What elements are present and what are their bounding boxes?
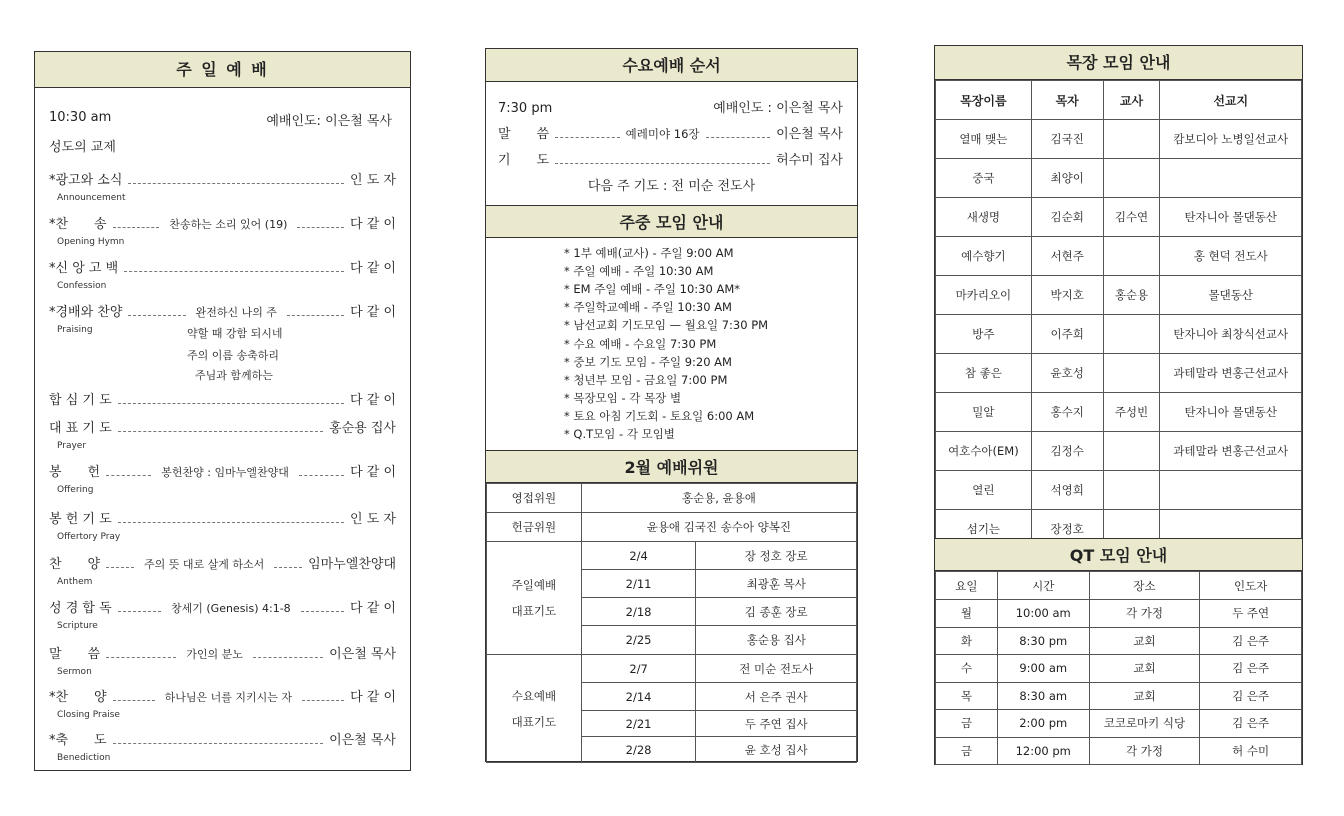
date-cell: 2/11	[581, 570, 696, 598]
next-prayer: 다음 주 기도 : 전 미순 전도사	[587, 179, 756, 194]
service-item-leader: 임마누엘찬양대	[308, 557, 396, 572]
praise-song-1: 약할 때 강함 되시네	[187, 327, 283, 340]
wednesday-sermon-text: 예레미야 16장	[625, 127, 700, 141]
table-row	[936, 354, 1302, 393]
table-row	[487, 513, 857, 542]
table-row	[487, 655, 857, 683]
table-cell: 교회	[1089, 627, 1200, 655]
column-header: 선교지	[1160, 81, 1302, 120]
service-item-english: Sermon	[57, 667, 92, 677]
service-item-label: 말 씀	[49, 647, 101, 662]
table-cell: 장정호	[1031, 510, 1103, 549]
dash-leader	[118, 403, 344, 404]
service-item-leader: 다 같 이	[350, 690, 397, 705]
dash-leader	[113, 227, 160, 228]
dash-leader	[706, 137, 771, 138]
wednesday-title: 수요예배 순서	[486, 49, 857, 82]
table-row	[936, 737, 1302, 765]
service-item-english: Confession	[57, 281, 107, 291]
name-cell: 서 은주 권사	[696, 683, 857, 711]
dash-leader	[253, 657, 323, 658]
service-item	[49, 553, 396, 572]
table-cell: 예수향기	[936, 237, 1032, 276]
table-row	[936, 627, 1302, 655]
table-cell: 월	[936, 600, 998, 628]
date-cell: 2/4	[581, 542, 696, 570]
table-cell: 12:00 pm	[997, 737, 1089, 765]
name-cell: 윤 호성 집사	[696, 737, 857, 763]
table-row	[936, 682, 1302, 710]
table-cell: 몰댄동산	[1160, 276, 1302, 315]
feb-table	[486, 483, 857, 763]
table-cell: 홍 현덕 전도사	[1160, 237, 1302, 276]
table-cell: 열매 맺는	[936, 120, 1032, 159]
table-cell: 김수연	[1103, 198, 1160, 237]
table-cell	[1160, 471, 1302, 510]
dash-leader	[124, 271, 344, 272]
table-cell: 교회	[1089, 682, 1200, 710]
dash-leader	[297, 227, 344, 228]
wed-prayer-label-1: 수요예배	[511, 688, 557, 703]
table-cell: 김 은주	[1200, 682, 1302, 710]
weekly-item: * 목장모임 - 각 목장 별	[564, 390, 682, 405]
praise-song-3: 주님과 함께하는	[195, 369, 273, 382]
table-cell	[1103, 159, 1160, 198]
table-cell: 8:30 pm	[997, 627, 1089, 655]
table-row	[936, 600, 1302, 628]
service-item-leader: 인 도 자	[350, 512, 396, 527]
table-cell: 금	[936, 737, 998, 765]
wednesday-sermon-label: 말 씀	[498, 127, 550, 142]
table-cell: 최양이	[1031, 159, 1103, 198]
offering-value: 윤용애 김국진 송수아 양복진	[581, 513, 856, 542]
greeter-value: 홍순용, 윤용애	[581, 484, 856, 513]
service-item-detail: 하나님은 너를 지키시는 자	[164, 691, 293, 704]
service-item-leader: 인 도 자	[350, 173, 396, 188]
service-item-label: 봉 헌 기 도	[49, 512, 112, 527]
service-item-label: 대 표 기 도	[49, 421, 112, 436]
service-item	[49, 686, 396, 705]
table-cell: 목	[936, 682, 998, 710]
table-header-row	[936, 572, 1302, 600]
table-cell	[1103, 432, 1160, 471]
column-header: 교사	[1103, 81, 1160, 120]
service-item	[49, 213, 396, 232]
table-row	[936, 237, 1302, 276]
table-cell	[1103, 471, 1160, 510]
service-item-english: Praising	[57, 325, 93, 335]
table-row	[936, 710, 1302, 738]
dash-leader	[555, 137, 620, 138]
weekly-item: * 토요 아침 기도회 - 토요일 6:00 AM	[564, 408, 755, 423]
weekly-item: * 수요 예배 - 수요일 7:30 PM	[564, 336, 717, 351]
service-item-detail: 찬송하는 소리 있어 (19)	[169, 218, 288, 231]
table-cell: 8:30 am	[997, 682, 1089, 710]
service-item-english: Prayer	[57, 441, 87, 451]
table-cell	[1103, 120, 1160, 159]
table-cell: 과테말라 변홍근선교사	[1160, 354, 1302, 393]
mokjang-panel	[934, 45, 1303, 765]
service-item-label: *찬 송	[49, 217, 107, 232]
table-cell: 박지호	[1031, 276, 1103, 315]
table-cell: 여호수아(EM)	[936, 432, 1032, 471]
service-item	[49, 461, 396, 480]
table-cell: 섬기는	[936, 510, 1032, 549]
table-cell	[1160, 159, 1302, 198]
table-cell: 김정수	[1031, 432, 1103, 471]
dash-leader	[118, 522, 344, 523]
weekly-item: * 주일학교예배 - 주일 10:30 AM	[564, 300, 732, 315]
table-row	[936, 198, 1302, 237]
praise-song-2: 주의 이름 송축하리	[187, 349, 280, 362]
service-item	[49, 729, 396, 748]
qt-table	[935, 571, 1302, 765]
date-cell: 2/28	[581, 737, 696, 763]
table-cell: 김 은주	[1200, 655, 1302, 683]
sunday-leader: 예배인도: 이은철 목사	[266, 114, 392, 129]
dash-leader	[106, 657, 176, 658]
weekly-title: 주중 모임 안내	[486, 205, 857, 238]
table-cell: 코코로마키 식당	[1089, 710, 1200, 738]
table-row	[936, 315, 1302, 354]
service-item-english: Scripture	[57, 621, 98, 631]
dash-leader	[301, 611, 344, 612]
service-item	[49, 389, 396, 408]
table-cell: 각 가정	[1089, 600, 1200, 628]
table-cell: 탄자니아 몰댄동산	[1160, 393, 1302, 432]
table-cell	[1103, 354, 1160, 393]
service-item-leader: 다 같 이	[350, 217, 396, 232]
weekly-item: * EM 주일 예배 - 주일 10:30 AM*	[564, 282, 741, 297]
service-item-leader: 다 같 이	[350, 601, 396, 616]
service-item-leader: 이은철 목사	[329, 647, 397, 662]
table-cell: 탄자니아 최창식선교사	[1160, 315, 1302, 354]
column-header: 목장이름	[936, 81, 1032, 120]
weekly-item: * 청년부 모임 - 금요일 7:00 PM	[564, 372, 728, 387]
table-row	[487, 542, 857, 570]
sunday-prayer-label	[487, 542, 582, 655]
service-item	[49, 169, 396, 188]
service-item	[49, 417, 396, 436]
mokjang-title: 목장 모임 안내	[935, 46, 1302, 80]
table-cell: 김국진	[1031, 120, 1103, 159]
dash-leader	[128, 315, 185, 316]
table-cell: 중국	[936, 159, 1032, 198]
table-cell: 금	[936, 710, 998, 738]
table-cell: 10:00 am	[997, 600, 1089, 628]
dash-leader	[302, 700, 344, 701]
date-cell: 2/14	[581, 683, 696, 711]
table-cell: 과테말라 변홍근선교사	[1160, 432, 1302, 471]
service-item-leader: 다 같 이	[350, 261, 396, 276]
dash-leader	[113, 743, 323, 744]
table-row	[936, 159, 1302, 198]
service-item-leader: 이은철 목사	[329, 733, 396, 748]
table-cell: 김 은주	[1200, 627, 1302, 655]
service-item-label: *축 도	[49, 733, 107, 748]
service-item-detail: 창세기 (Genesis) 4:1-8	[171, 602, 291, 615]
table-row	[487, 484, 857, 513]
dash-leader	[118, 431, 323, 432]
table-row	[936, 393, 1302, 432]
service-item-english: Offering	[57, 485, 94, 495]
service-item-leader: 다 같 이	[350, 465, 397, 480]
service-item-english: Anthem	[57, 577, 93, 587]
dash-leader	[555, 163, 770, 164]
service-item-leader: 홍순용 집사	[329, 421, 396, 436]
table-cell: 윤호성	[1031, 354, 1103, 393]
weekly-item: * 1부 예배(교사) - 주일 9:00 AM	[564, 246, 734, 260]
sunday-worship-panel	[34, 51, 411, 771]
service-item-english: Announcement	[57, 193, 126, 203]
service-item-label: 성 경 합 독	[49, 601, 112, 616]
name-cell: 전 미순 전도사	[696, 655, 857, 683]
sunday-prayer-label-2: 대표기도	[511, 604, 557, 618]
table-cell: 이주희	[1031, 315, 1103, 354]
column-header: 장소	[1089, 572, 1200, 600]
wednesday-prayer-row	[498, 149, 843, 168]
table-cell: 홍순용	[1103, 276, 1160, 315]
table-cell: 캄보디아 노병일선교사	[1160, 120, 1302, 159]
service-item-label: 찬 양	[49, 557, 101, 572]
dash-leader	[113, 700, 155, 701]
sunday-title: 주 일 예 배	[35, 52, 410, 88]
service-item	[49, 257, 396, 276]
wednesday-prayer-who: 허수미 집사	[776, 153, 843, 168]
table-row	[936, 655, 1302, 683]
service-item-detail: 가인의 분노	[186, 648, 243, 661]
table-cell: 9:00 am	[997, 655, 1089, 683]
table-row	[936, 432, 1302, 471]
service-item-detail: 봉헌찬양 : 임마누엘찬양대	[161, 466, 289, 479]
name-cell: 장 정호 장로	[696, 542, 857, 570]
service-item-leader: 다 같 이	[350, 305, 397, 320]
table-cell: 수	[936, 655, 998, 683]
service-item-label: *광고와 소식	[49, 173, 123, 188]
wednesday-time-row	[498, 97, 843, 116]
table-cell: 서현주	[1031, 237, 1103, 276]
dash-leader	[274, 567, 302, 568]
table-cell: 홍수지	[1031, 393, 1103, 432]
weekly-item: * 남선교회 기도모임 — 월요일 7:30 PM	[564, 318, 769, 333]
date-cell: 2/7	[581, 655, 696, 683]
feb-title: 2월 예배위원	[486, 450, 857, 483]
service-item-english: Offertory Pray	[57, 532, 121, 542]
column-header: 요일	[936, 572, 998, 600]
name-cell: 최광훈 목사	[696, 570, 857, 598]
wednesday-sermon-who: 이은철 목사	[776, 127, 843, 142]
table-header-row	[936, 81, 1302, 120]
offering-label: 헌금위원	[487, 513, 582, 542]
service-item	[49, 508, 396, 527]
service-item-english: Closing Praise	[57, 710, 120, 720]
table-cell: 주성빈	[1103, 393, 1160, 432]
dash-leader	[128, 183, 344, 184]
table-cell: 석영희	[1031, 471, 1103, 510]
date-cell: 2/25	[581, 626, 696, 655]
column-header: 목자	[1031, 81, 1103, 120]
service-item-leader: 다 같 이	[350, 393, 396, 408]
service-item	[49, 301, 396, 320]
table-cell: 탄자니아 몰댄동산	[1160, 198, 1302, 237]
table-cell: 새생명	[936, 198, 1032, 237]
weekly-item: * 중보 기도 모임 - 주일 9:20 AM	[564, 354, 732, 369]
table-row	[936, 471, 1302, 510]
table-cell	[1103, 237, 1160, 276]
wednesday-prayer-label: 기 도	[498, 153, 550, 168]
name-cell: 홍순용 집사	[696, 626, 857, 655]
table-cell: 방주	[936, 315, 1032, 354]
service-item-label: 봉 헌	[49, 465, 101, 480]
table-cell: 교회	[1089, 655, 1200, 683]
date-cell: 2/21	[581, 711, 696, 737]
table-cell: 두 주연	[1200, 600, 1302, 628]
wednesday-time: 7:30 pm	[498, 101, 553, 116]
service-item	[49, 643, 396, 662]
wed-prayer-label	[487, 655, 582, 763]
mokjang-table	[935, 80, 1302, 549]
column-header: 인도자	[1200, 572, 1302, 600]
table-row	[936, 120, 1302, 159]
service-item-label: *경배와 찬양	[49, 305, 123, 320]
table-cell: 김 은주	[1200, 710, 1302, 738]
dash-leader	[299, 475, 344, 476]
weekly-item: * Q.T모임 - 각 모임별	[564, 427, 675, 441]
service-item-detail: 완전하신 나의 주	[195, 306, 277, 319]
wednesday-panel	[485, 48, 858, 762]
sunday-prayer-label-1: 주일예배	[511, 578, 557, 592]
table-cell: 각 가정	[1089, 737, 1200, 765]
service-item-label: *찬 양	[49, 690, 107, 705]
table-cell: 허 수미	[1200, 737, 1302, 765]
dash-leader	[106, 475, 151, 476]
table-cell: 김순회	[1031, 198, 1103, 237]
date-cell: 2/18	[581, 598, 696, 626]
fellowship-label: 성도의 교제	[49, 140, 116, 155]
table-cell: 화	[936, 627, 998, 655]
wed-prayer-label-2: 대표기도	[511, 714, 557, 729]
service-item-detail: 주의 뜻 대로 살게 하소서	[143, 558, 265, 571]
table-cell: 2:00 pm	[997, 710, 1089, 738]
table-row	[936, 276, 1302, 315]
weekly-item: * 주일 예배 - 주일 10:30 AM	[564, 264, 714, 279]
sunday-time: 10:30 am	[49, 110, 112, 125]
dash-leader	[118, 611, 161, 612]
service-item-label: 합 심 기 도	[49, 393, 112, 408]
table-cell: 열린	[936, 471, 1032, 510]
dash-leader	[287, 315, 344, 316]
service-item-label: *신 앙 고 백	[49, 261, 119, 276]
wednesday-leader: 예배인도 : 이은철 목사	[713, 101, 843, 116]
table-cell: 참 좋은	[936, 354, 1032, 393]
table-cell: 밀알	[936, 393, 1032, 432]
table-cell	[1103, 315, 1160, 354]
wednesday-sermon-row	[498, 123, 843, 142]
greeter-label: 영접위원	[487, 484, 582, 513]
name-cell: 두 주연 집사	[696, 711, 857, 737]
column-header: 시간	[997, 572, 1089, 600]
service-item	[49, 597, 396, 616]
table-cell: 마카리오이	[936, 276, 1032, 315]
service-item-english: Benediction	[57, 753, 111, 763]
dash-leader	[106, 567, 134, 568]
service-item-english: Opening Hymn	[57, 237, 125, 247]
qt-title: QT 모임 안내	[935, 538, 1302, 571]
name-cell: 김 종훈 장로	[696, 598, 857, 626]
